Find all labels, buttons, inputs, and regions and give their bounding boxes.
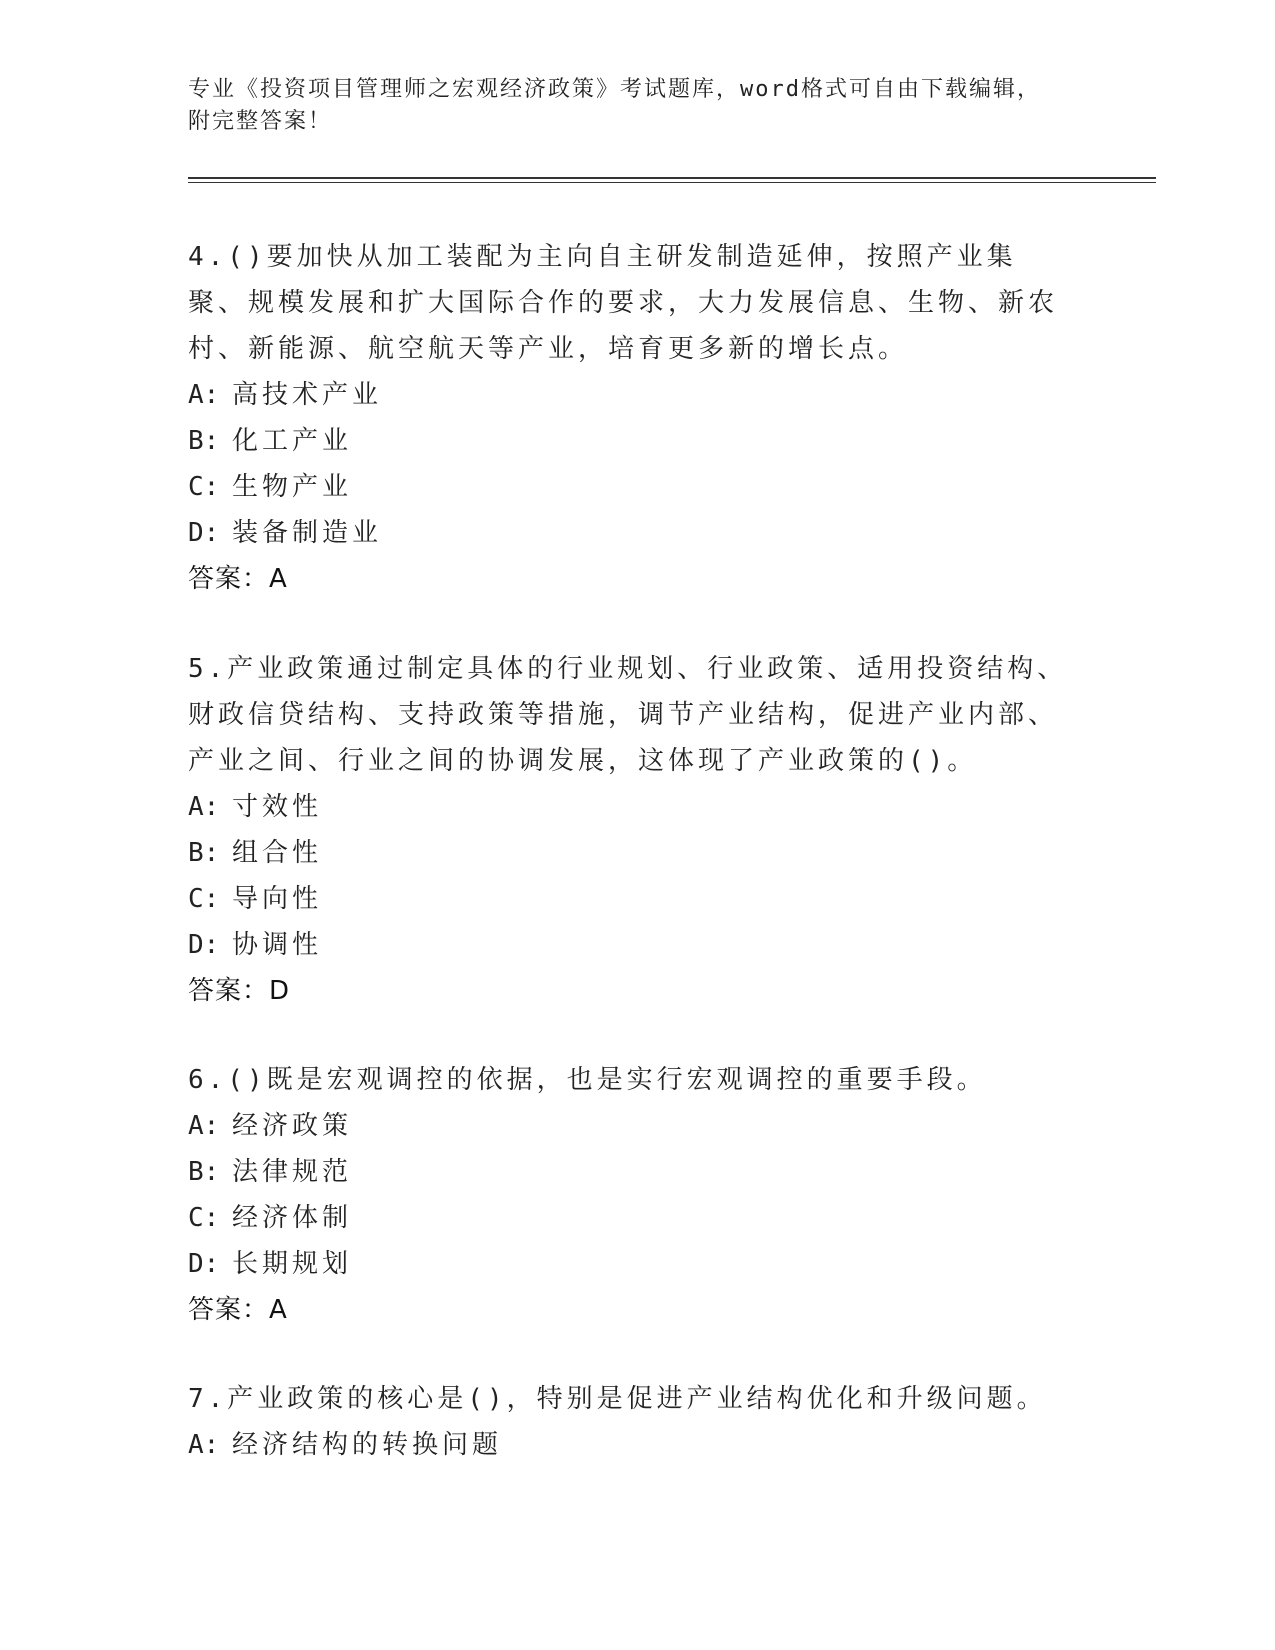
option-a xyxy=(188,372,1068,418)
option-d xyxy=(188,510,1068,556)
option-text: 化工产业 xyxy=(232,426,353,456)
header-divider-thin xyxy=(188,182,1156,183)
option-letter: A: xyxy=(188,1111,220,1141)
option-c xyxy=(188,876,1068,922)
option-text: 协调性 xyxy=(232,930,323,960)
option-letter: D: xyxy=(188,930,220,960)
option-letter: A: xyxy=(188,1430,220,1460)
option-c xyxy=(188,464,1068,510)
option-letter: C: xyxy=(188,1203,220,1233)
option-text: 装备制造业 xyxy=(232,518,383,548)
header-line-2: 附完整答案！ xyxy=(188,109,333,134)
option-text: 组合性 xyxy=(232,838,323,868)
option-letter: B: xyxy=(188,426,220,456)
option-letter: B: xyxy=(188,1157,220,1187)
option-text: 寸效性 xyxy=(232,792,323,822)
question-stem: 4.()要加快从加工装配为主向自主研发制造延伸，按照产业集聚、规模发展和扩大国际合作的要求，大力发展信息、生物、新农村、新能源、航空航天等产业，培育更多新的增长点。 xyxy=(188,242,1059,364)
option-b xyxy=(188,830,1068,876)
answer-line: 答案：D xyxy=(188,976,291,1006)
option-text: 经济政策 xyxy=(232,1111,353,1141)
option-b xyxy=(188,418,1068,464)
option-text: 高技术产业 xyxy=(232,380,383,410)
option-d xyxy=(188,922,1068,968)
option-b xyxy=(188,1149,1068,1195)
option-letter: B: xyxy=(188,838,220,868)
question-6 xyxy=(188,1057,1068,1333)
option-text: 导向性 xyxy=(232,884,323,914)
header-divider-thick xyxy=(188,177,1156,179)
question-stem: 7.产业政策的核心是()，特别是促进产业结构优化和升级问题。 xyxy=(188,1384,1047,1414)
option-letter: C: xyxy=(188,472,220,502)
option-text: 经济体制 xyxy=(232,1203,353,1233)
option-a xyxy=(188,784,1068,830)
question-5 xyxy=(188,646,1068,1014)
option-d xyxy=(188,1241,1068,1287)
header-line-1: 专业《投资项目管理师之宏观经济政策》考试题库，word格式可自由下载编辑， xyxy=(188,77,1041,102)
option-a xyxy=(188,1103,1068,1149)
question-4 xyxy=(188,234,1068,602)
question-7 xyxy=(188,1376,1068,1468)
option-letter: A: xyxy=(188,380,220,410)
option-letter: D: xyxy=(188,518,220,548)
option-text: 生物产业 xyxy=(232,472,353,502)
option-c xyxy=(188,1195,1068,1241)
option-text: 长期规划 xyxy=(232,1249,353,1279)
question-stem: 5.产业政策通过制定具体的行业规划、行业政策、适用投资结构、财政信贷结构、支持政策等措施，调节产业结构，促进产业内部、产业之间、行业之间的协调发展，这体现了产业政策的()。 xyxy=(188,654,1068,776)
option-text: 法律规范 xyxy=(232,1157,353,1187)
answer-line: 答案：A xyxy=(188,564,288,594)
document-header xyxy=(188,74,1088,138)
option-letter: C: xyxy=(188,884,220,914)
option-a xyxy=(188,1422,1068,1468)
option-text: 经济结构的转换问题 xyxy=(232,1430,503,1460)
option-letter: A: xyxy=(188,792,220,822)
question-stem: 6.()既是宏观调控的依据，也是实行宏观调控的重要手段。 xyxy=(188,1065,987,1095)
option-letter: D: xyxy=(188,1249,220,1279)
answer-line: 答案：A xyxy=(188,1295,288,1325)
